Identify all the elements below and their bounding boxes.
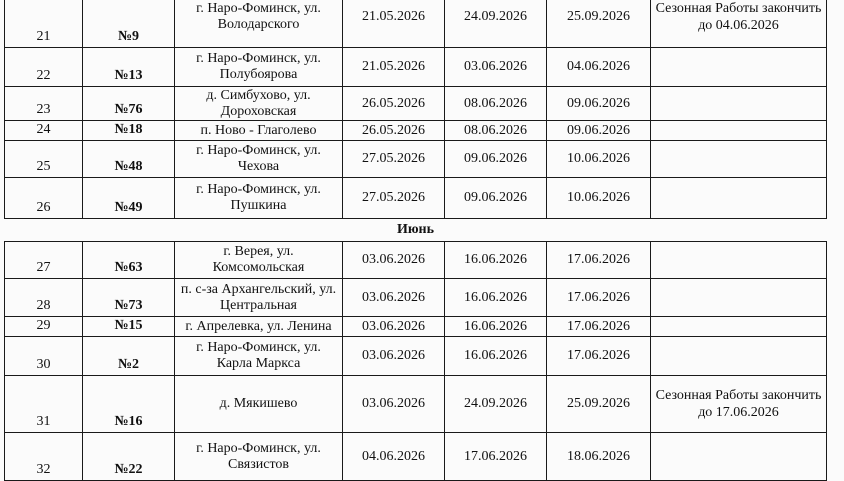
row-number: 32 (5, 433, 83, 481)
table-row (5, 317, 827, 337)
start-date-cell: 26.05.2026 (343, 121, 445, 141)
object-number: №9 (83, 0, 175, 48)
completion-date-cell: 17.06.2026 (547, 242, 651, 279)
completion-date-cell: 10.06.2026 (547, 178, 651, 219)
address-cell: г. Верея, ул. Комсомольская (175, 242, 343, 279)
object-number: №76 (83, 87, 175, 121)
note-cell (651, 317, 827, 337)
table-row (5, 433, 827, 481)
end-date-cell: 08.06.2026 (445, 87, 547, 121)
end-date-cell: 09.06.2026 (445, 141, 547, 178)
note-cell (651, 433, 827, 481)
start-date-cell: 27.05.2026 (343, 178, 445, 219)
completion-date-cell: 17.06.2026 (547, 337, 651, 376)
note-cell (651, 48, 827, 87)
address-cell: г. Наро-Фоминск, ул. Володарского (175, 0, 343, 48)
start-date-cell: 27.05.2026 (343, 141, 445, 178)
table-row (5, 242, 827, 279)
end-date-cell: 03.06.2026 (445, 48, 547, 87)
completion-date-cell: 17.06.2026 (547, 279, 651, 317)
table-row (5, 178, 827, 219)
object-number: №49 (83, 178, 175, 219)
row-number: 31 (5, 376, 83, 433)
end-date-cell: 16.06.2026 (445, 279, 547, 317)
object-number: №16 (83, 376, 175, 433)
schedule-table (4, 0, 827, 481)
row-number: 23 (5, 87, 83, 121)
object-number: №63 (83, 242, 175, 279)
end-date-cell: 17.06.2026 (445, 433, 547, 481)
note-cell (651, 242, 827, 279)
completion-date-cell: 18.06.2026 (547, 433, 651, 481)
object-number: №48 (83, 141, 175, 178)
completion-date-cell: 04.06.2026 (547, 48, 651, 87)
row-number: 27 (5, 242, 83, 279)
row-number: 25 (5, 141, 83, 178)
end-date-cell: 09.06.2026 (445, 178, 547, 219)
end-date-cell: 08.06.2026 (445, 121, 547, 141)
object-number: №22 (83, 433, 175, 481)
row-number: 29 (5, 317, 83, 337)
address-cell: г. Наро-Фоминск, ул. Связистов (175, 433, 343, 481)
completion-date-cell: 25.09.2026 (547, 376, 651, 433)
address-cell: п. с-за Архангельский, ул. Центральная (175, 279, 343, 317)
completion-date-cell: 17.06.2026 (547, 317, 651, 337)
row-number: 30 (5, 337, 83, 376)
note-cell: Сезонная Работы закончить до 04.06.2026 (651, 0, 827, 48)
completion-date-cell: 09.06.2026 (547, 87, 651, 121)
row-number: 26 (5, 178, 83, 219)
address-cell: д. Симбухово, ул. Дороховская (175, 87, 343, 121)
table-row (5, 121, 827, 141)
completion-date-cell: 10.06.2026 (547, 141, 651, 178)
object-number: №73 (83, 279, 175, 317)
address-cell: п. Ново - Глаголево (175, 121, 343, 141)
start-date-cell: 03.06.2026 (343, 317, 445, 337)
end-date-cell: 16.06.2026 (445, 337, 547, 376)
address-cell: г. Наро-Фоминск, ул. Пушкина (175, 178, 343, 219)
start-date-cell: 03.06.2026 (343, 376, 445, 433)
table-row (5, 87, 827, 121)
object-number: №2 (83, 337, 175, 376)
row-number: 22 (5, 48, 83, 87)
start-date-cell: 21.05.2026 (343, 0, 445, 48)
address-cell: г. Апрелевка, ул. Ленина (175, 317, 343, 337)
object-number: №13 (83, 48, 175, 87)
table-row (5, 141, 827, 178)
start-date-cell: 26.05.2026 (343, 87, 445, 121)
table-row (5, 376, 827, 433)
row-number: 28 (5, 279, 83, 317)
note-cell: Сезонная Работы закончить до 17.06.2026 (651, 376, 827, 433)
note-cell (651, 178, 827, 219)
start-date-cell: 03.06.2026 (343, 279, 445, 317)
address-cell: д. Мякишево (175, 376, 343, 433)
table-row (5, 0, 827, 48)
end-date-cell: 16.06.2026 (445, 317, 547, 337)
note-cell (651, 279, 827, 317)
start-date-cell: 03.06.2026 (343, 337, 445, 376)
object-number: №15 (83, 317, 175, 337)
note-cell (651, 87, 827, 121)
address-cell: г. Наро-Фоминск, ул. Карла Маркса (175, 337, 343, 376)
address-cell: г. Наро-Фоминск, ул. Чехова (175, 141, 343, 178)
end-date-cell: 16.06.2026 (445, 242, 547, 279)
completion-date-cell: 25.09.2026 (547, 0, 651, 48)
start-date-cell: 03.06.2026 (343, 242, 445, 279)
note-cell (651, 141, 827, 178)
month-row (5, 219, 827, 242)
start-date-cell: 04.06.2026 (343, 433, 445, 481)
table-row (5, 48, 827, 87)
start-date-cell: 21.05.2026 (343, 48, 445, 87)
table-row (5, 337, 827, 376)
address-cell: г. Наро-Фоминск, ул. Полубоярова (175, 48, 343, 87)
end-date-cell: 24.09.2026 (445, 376, 547, 433)
completion-date-cell: 09.06.2026 (547, 121, 651, 141)
note-cell (651, 337, 827, 376)
row-number: 24 (5, 121, 83, 141)
end-date-cell: 24.09.2026 (445, 0, 547, 48)
month-label: Июнь (5, 219, 827, 242)
row-number: 21 (5, 0, 83, 48)
note-cell (651, 121, 827, 141)
table-row (5, 279, 827, 317)
object-number: №18 (83, 121, 175, 141)
